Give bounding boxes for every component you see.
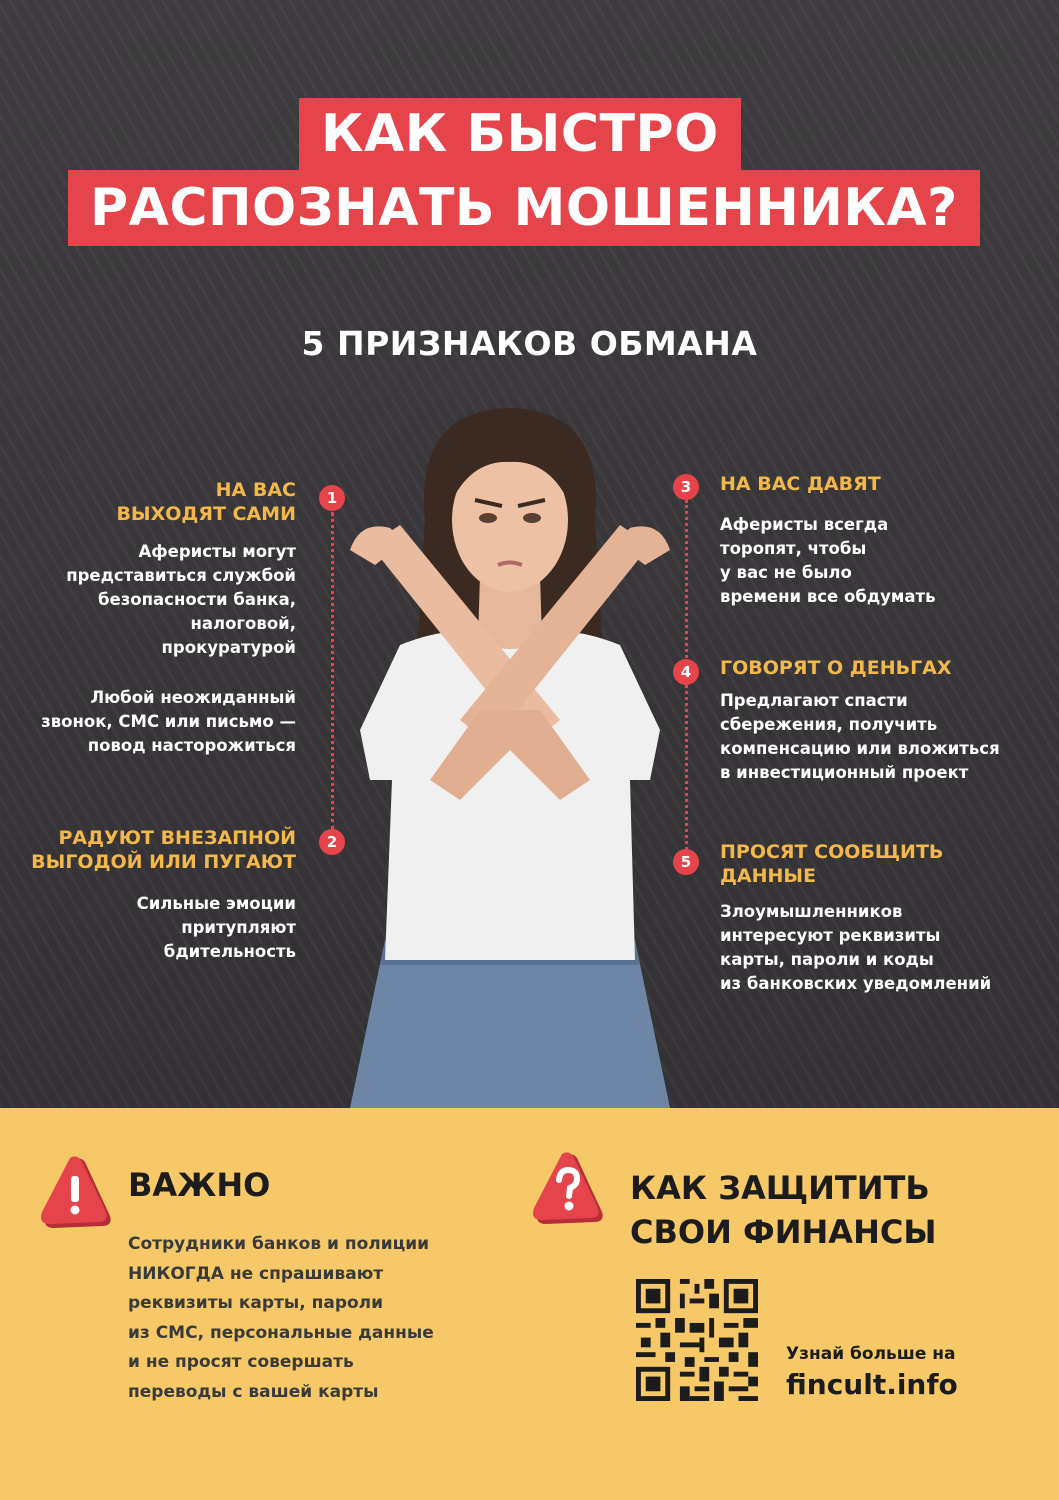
sign-4-title [720,656,952,680]
sign-number-3: 3 [673,474,699,500]
sign-1-text-line: налоговой, [190,614,296,633]
sign-5-title-line: ДАННЫЕ [720,865,817,887]
page-title-line2: РАСПОЗНАТЬ МОШЕННИКА? [68,170,980,246]
important-text-line: реквизиты карты, пароли [128,1293,384,1313]
sign-1-text-line: представиться службой [66,566,296,585]
sign-1-text-line: Аферисты могут [138,542,296,561]
important-text-line: переводы с вашей карты [128,1381,379,1402]
warning-exclamation-icon [40,1154,114,1234]
sign-5-text-line: карты, пароли и коды [720,950,934,969]
learn-more-text: Узнай больше на [786,1344,956,1364]
protect-title-line: СВОИ ФИНАНСЫ [630,1213,937,1251]
important-text-line: Сотрудники банков и полиции [128,1234,430,1254]
sign-2-title-line: РАДУЮТ ВНЕЗАПНОЙ [58,827,296,849]
sign-4-text-line: в инвестиционный проект [720,763,969,782]
sign-3-text-line: у вас не было [720,563,852,582]
sign-number-5: 5 [673,849,699,875]
sign-number-2: 2 [319,829,345,855]
sign-3-title-line: НА ВАС ДАВЯТ [720,473,881,495]
sign-2-text-line: притупляют [181,918,296,937]
important-text-line: из СМС, персональные данные [128,1322,434,1343]
subtitle: 5 ПРИЗНАКОВ ОБМАНА [301,324,758,363]
sign-5-text [720,900,991,996]
sign-4-title-line: ГОВОРЯТ О ДЕНЬГАХ [720,657,952,679]
sign-3-text [720,513,936,609]
sign-number-4: 4 [673,659,699,685]
sign-1-text-line: прокуратурой [161,638,296,657]
sign-4-text-line: Предлагают спасти [720,691,908,710]
important-title: ВАЖНО [128,1166,271,1204]
sign-1-title [116,478,296,526]
sign-1-text-line: безопасности банка, [98,590,296,609]
protect-title [630,1166,936,1254]
sign-1-extra-line: повод насторожиться [87,736,296,755]
page-title-line1: КАК БЫСТРО [299,98,741,170]
sign-4-text-line: компенсацию или вложиться [720,739,1000,758]
sign-1-text [66,540,296,660]
important-text-line: и не просят совершать [128,1352,354,1372]
sign-5-text-line: интересуют реквизиты [720,926,941,945]
sign-2-text [137,892,296,964]
sign-3-title [720,472,881,496]
sign-2-text-line: Сильные эмоции [136,894,296,913]
sign-1-extra-line: Любой неожиданный [90,688,296,707]
sign-4-text-line: сбережения, получить [720,715,938,734]
sign-4-text [720,689,1000,785]
sign-3-text-line: торопят, чтобы [720,539,867,558]
important-text [128,1230,434,1407]
sign-1-text-extra [41,686,296,758]
qr-code[interactable] [636,1279,758,1401]
sign-1-extra-line: звонок, СМС или письмо — [41,712,296,731]
sign-2-title-line: ВЫГОДОЙ ИЛИ ПУГАЮТ [31,851,296,873]
sign-5-title-line: ПРОСЯТ СООБЩИТЬ [720,841,944,863]
sign-1-title-line: НА ВАС [215,479,296,501]
sign-5-text-line: из банковских уведомлений [720,974,992,993]
left-dotted-connector [331,512,334,830]
sign-2-title [31,826,296,874]
sign-5-title [720,840,943,888]
sign-3-text-line: Аферисты всегда [720,515,889,534]
sign-1-title-line: ВЫХОДЯТ САМИ [116,503,296,525]
sign-3-text-line: времени все обдумать [720,587,936,606]
sign-2-text-line: бдительность [163,942,296,961]
sign-5-text-line: Злоумышленников [720,902,903,921]
warning-question-icon [532,1150,606,1230]
sign-number-1: 1 [319,485,345,511]
site-link[interactable]: fincult.info [786,1368,958,1401]
important-text-line: НИКОГДА не спрашивают [128,1263,384,1284]
protect-title-line: КАК ЗАЩИТИТЬ [630,1169,930,1207]
woman-crossed-arms-illustration [330,400,690,1108]
